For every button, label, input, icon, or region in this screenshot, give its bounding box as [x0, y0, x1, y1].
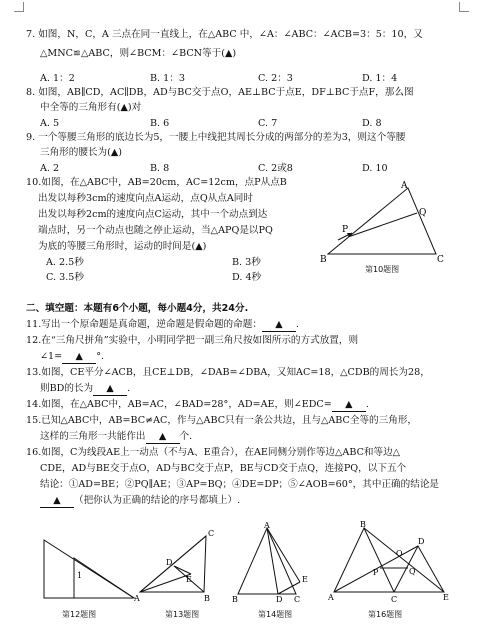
- q13-label-e: E: [186, 575, 192, 584]
- q9-option-d: D. 10: [362, 163, 388, 174]
- q16-label-q: Q: [409, 567, 416, 576]
- q13-label-a: A: [134, 594, 140, 603]
- q16-tail: （把你认为正确的结论的序号都填上）.: [74, 495, 241, 506]
- q16-label-e: E: [443, 593, 449, 602]
- q9-text-line1: 9. 一个等腰三角形的底边长为5，一腰上中线把其周长分成的两部分的差为3，则这个等腰: [26, 132, 406, 143]
- q10-text-line4: 端点时，另一个动点也随之停止运动，当△APQ是以PQ: [38, 225, 273, 236]
- q15-answer-blank[interactable]: ▲: [146, 431, 180, 444]
- q7-option-c: C. 2：3: [258, 73, 293, 84]
- q9-option-a: A. 2: [40, 163, 60, 174]
- q10-text-line1: 10.如图，在△ABC中，AB=20cm，AC=12cm，点P从点B: [26, 177, 287, 188]
- q8-option-a: A. 5: [40, 118, 60, 129]
- q12-caption: 第12题图: [62, 610, 97, 619]
- q10-label-q: Q: [419, 208, 427, 218]
- q14-label-a: A: [264, 522, 270, 530]
- q11-row: [26, 319, 299, 332]
- q14-label-b: B: [232, 595, 238, 604]
- q12-label-angle1: 1: [77, 571, 83, 580]
- q12-pre: ∠1=: [40, 351, 63, 362]
- q11-text: 11.写出一个原命题是真命题，逆命题是假命题的命题：: [26, 319, 262, 330]
- q16-text-line1: 16.如图，C为线段AE上一动点（不与A、E重合），在AE同侧分别作等边△ABC和等边△: [26, 447, 401, 458]
- q10-label-a: A: [401, 181, 408, 191]
- q15-row2: [40, 431, 192, 444]
- q8-option-d: D. 8: [362, 118, 382, 129]
- q14-label-c: C: [294, 595, 301, 604]
- q8-option-c: C. 7: [258, 118, 278, 129]
- q13-caption: 第13题图: [165, 610, 200, 619]
- q10-label-b: B: [320, 255, 327, 265]
- q14-label-d: D: [276, 595, 283, 604]
- q10-label-c: C: [437, 255, 444, 265]
- q9-option-c: C. 2或8: [258, 163, 293, 174]
- q9-option-b: B. 8: [150, 163, 170, 174]
- q10-text-line3: 出发以每秒2cm的速度向点C运动，其中一个动点到达: [38, 209, 268, 220]
- q10-option-b: B. 3秒: [232, 257, 261, 268]
- q15-text-line1: 15.已知△ABC中，AB=BC≠AC，作与△ABC只有一条公共边，且与△ABC全等的三角形，: [26, 415, 418, 426]
- q10-text-line2: 出发以每秒3cm的速度向点A运动，点Q从点A同时: [38, 193, 253, 204]
- q14-figure: [232, 522, 322, 604]
- q12-answer-blank[interactable]: ▲: [62, 351, 96, 364]
- q16-row4: [40, 495, 240, 508]
- q8-text-line2: 中全等的三角形有(▲)对: [40, 102, 142, 113]
- q8-text-line1: 8. 如图，AB∥CD，AC∥DB，AD与BC交于点O，AE⊥BC于点E，DF⊥BC于点F，那么图: [26, 87, 414, 98]
- q13-answer-blank[interactable]: ▲: [93, 383, 127, 396]
- q16-label-a: A: [328, 593, 334, 602]
- q13-label-b: B: [204, 594, 210, 603]
- q13-figure: [134, 528, 224, 604]
- q10-label-p: P: [342, 225, 349, 235]
- q16-label-c: C: [391, 595, 398, 604]
- q10-option-a: A. 2.5秒: [46, 257, 84, 268]
- q13-label-c: C: [208, 529, 215, 538]
- q9-text-line2: 三角形的腰长为(▲): [40, 147, 123, 158]
- q13-text-line1: 13.如图，CE平分∠ACB，且CE⊥DB，∠DAB=∠DBA，又知AC=18，△CDB的周长为28，: [26, 367, 430, 378]
- q7-text-line2: △MNC≌△ABC，则∠BCM：∠BCN等于(▲): [40, 48, 237, 59]
- section-title: 二、填空题：本题有6个小题，每小题4分，共24分.: [26, 303, 249, 314]
- q7-option-b: B. 1：3: [150, 73, 185, 84]
- q16-text-line2: CDE，AD与BE交于点O，AD与BC交于点P，BE与CD交于点Q，连接PQ，以下五个: [40, 463, 407, 474]
- q14-end: .: [365, 399, 369, 410]
- q7-text-line1: 7. 如图，N，C，A 三点在同一直线上，在△ABC 中，∠A：∠ABC：∠ACB=3：5：10，又: [26, 29, 423, 40]
- q10-text-line5: 为底的等腰三角形时，运动的时间是(▲): [38, 241, 207, 252]
- q12-row2: [40, 351, 104, 364]
- q10-option-c: C. 3.5秒: [46, 272, 84, 283]
- q11-answer-blank[interactable]: ▲: [262, 319, 296, 332]
- q11-end: .: [295, 319, 299, 330]
- q10-caption: 第10题图: [365, 265, 400, 274]
- q16-label-o: O: [396, 549, 403, 558]
- q12-end: °.: [96, 351, 105, 362]
- q14-caption: 第14题图: [258, 610, 293, 619]
- q16-label-b: B: [360, 520, 366, 529]
- q8-option-b: B. 6: [150, 118, 170, 129]
- q16-answer-blank[interactable]: ▲: [40, 495, 74, 508]
- crop-mark-left: [14, 2, 24, 12]
- q13-row2: [40, 383, 130, 396]
- q16-caption: 第16题图: [368, 610, 403, 619]
- q13-pre: 则BD的长为: [40, 383, 94, 394]
- q16-text-line3: 结论：①AD=BE；②PQ∥AE；③AP=BQ；④DE=DP；⑤∠AOB=60°，其中正确的结论是: [40, 479, 440, 490]
- q7-option-d: D. 1：4: [362, 73, 398, 84]
- q14-label-e: E: [302, 575, 308, 584]
- q14-row: [26, 399, 369, 412]
- q16-figure: [328, 520, 452, 606]
- crop-mark-right: [459, 2, 469, 12]
- q10-figure: [318, 180, 448, 270]
- q7-option-a: A. 1：2: [40, 73, 75, 84]
- q15-pre: 这样的三角形一共能作出: [40, 431, 146, 442]
- q15-end: 个.: [179, 431, 193, 442]
- q13-end: .: [127, 383, 131, 394]
- q10-option-d: D. 4秒: [232, 272, 262, 283]
- q14-answer-blank[interactable]: ▲: [332, 399, 366, 412]
- q16-label-p: P: [373, 568, 379, 577]
- q13-label-d: D: [166, 558, 173, 567]
- q12-figure: [40, 528, 140, 604]
- q12-text-line1: 12.在“三角尺拼角”实验中，小明同学把一副三角尺按如图所示的方式放置，则: [26, 335, 359, 346]
- q16-label-d: D: [418, 537, 425, 546]
- q14-text: 14.如图，在△ABC中，AB=AC，∠BAD=28°，AD=AE，则∠EDC=: [26, 399, 332, 410]
